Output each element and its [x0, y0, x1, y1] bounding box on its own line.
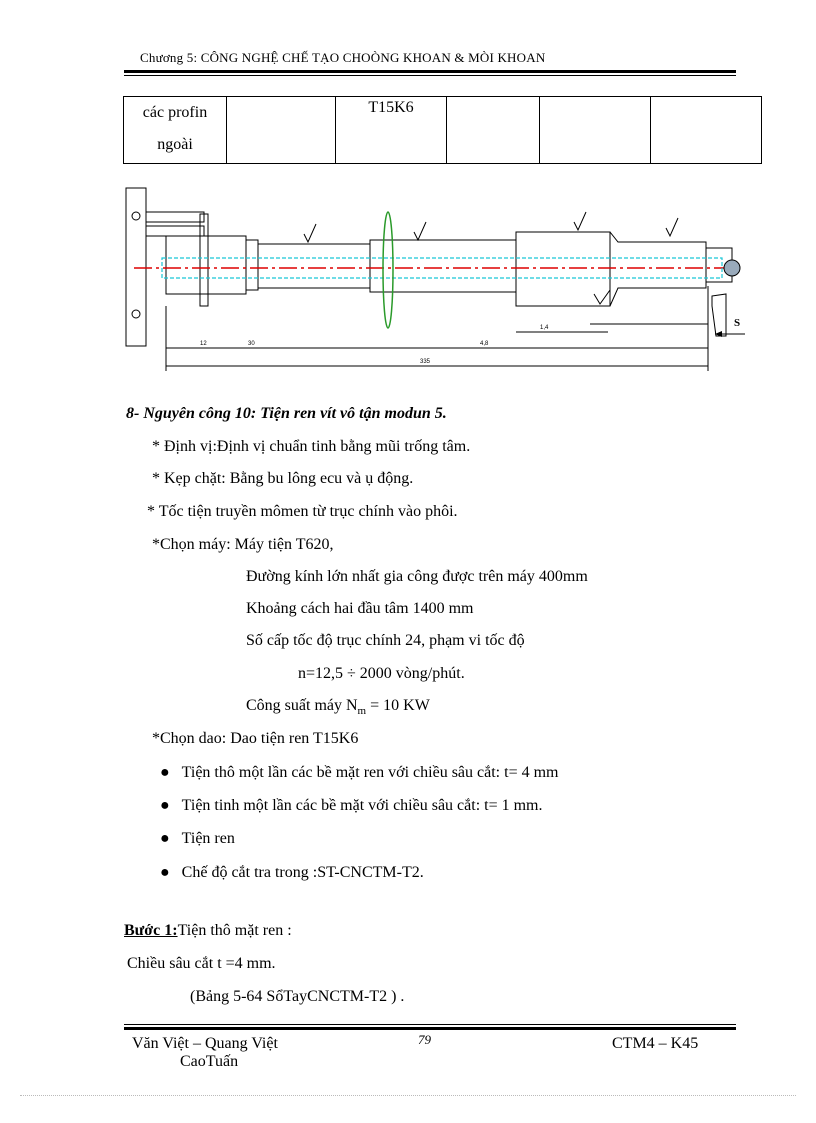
text-line: * Tốc tiện truyền mômen từ trục chính vào phôi. — [147, 503, 458, 520]
chuck-hole — [132, 212, 140, 220]
tool-line: *Chọn dao: Dao tiện ren T15K6 — [152, 730, 359, 747]
text-line: * Định vị:Định vị chuẩn tinh bằng mũi trống tâm. — [152, 438, 471, 455]
list-item: ● Tiện thô một lần các bề mặt ren với chiều sâu cắt: t= 4 mm — [160, 764, 559, 781]
footer-rule-thin — [124, 1024, 736, 1025]
cell-line: ngoài — [157, 136, 193, 153]
power-suffix: = 10 KW — [366, 697, 430, 714]
shaft-section — [516, 232, 610, 306]
tailstock-hatch — [724, 260, 740, 276]
text-line: Khoảng cách hai đầu tâm 1400 mm — [246, 600, 474, 617]
power-line — [246, 697, 430, 717]
shaft-section — [166, 236, 246, 294]
tool-code: T15K6 — [368, 99, 414, 116]
bullet-icon: ● — [160, 797, 170, 814]
header-rule-thick — [124, 70, 736, 73]
header-rule-thin — [124, 75, 736, 76]
dim-label: 1,4 — [540, 325, 549, 331]
shaft-section — [258, 244, 370, 288]
text-line: * Kẹp chặt: Bằng bu lông ecu và ụ động. — [152, 470, 414, 487]
table-cell — [227, 97, 336, 164]
dim-label: 4,8 — [480, 341, 489, 347]
carrier-arm — [146, 226, 204, 236]
list-item: ● Tiện ren — [160, 830, 235, 847]
chapter-title: Chương 5: CÔNG NGHỆ CHẾ TẠO CHOÒNG KHOAN & MÒI KHOAN — [140, 50, 546, 65]
chuck-hole — [132, 310, 140, 318]
text-line: Đường kính lớn nhất gia công được trên máy 400mm — [246, 568, 588, 585]
shaft-section — [246, 240, 258, 290]
step-title: Tiện thô mặt ren : — [177, 922, 292, 939]
cutting-tool — [712, 294, 726, 336]
bullet-icon: ● — [160, 864, 170, 881]
table-cell-tool — [336, 97, 447, 164]
dim-label: 12 — [200, 341, 207, 347]
shaft-taper — [610, 232, 706, 306]
power-prefix: Công suất máy N — [246, 697, 358, 714]
step-label: Bước 1: — [124, 922, 178, 939]
footer-rule-thick — [124, 1027, 736, 1030]
step-ref: (Bảng 5-64 SổTayCNCTM-T2 ) . — [190, 988, 405, 1005]
chapter-header — [140, 50, 545, 66]
text-line: Số cấp tốc độ trục chính 24, phạm vi tốc độ — [246, 632, 525, 649]
rotation-arrow-icon — [383, 212, 393, 328]
table-cell — [651, 97, 762, 164]
step-depth: Chiều sâu cắt t =4 mm. — [127, 955, 276, 972]
table-cell — [124, 97, 227, 164]
power-sub: m — [357, 705, 367, 718]
section-title: 8- Nguyên công 10: Tiện ren vít vô tận modun 5. — [126, 405, 447, 422]
bullet-icon: ● — [160, 830, 170, 847]
list-item: ● Tiện tinh một lần các bề mặt với chiều sâu cắt: t= 1 mm. — [160, 797, 543, 814]
page-number: 79 — [418, 1032, 431, 1047]
dim-total-label: 335 — [420, 359, 431, 365]
authors-line: Văn Việt – Quang Việt — [132, 1035, 278, 1052]
feed-label: S — [734, 317, 741, 329]
carrier-arm — [146, 212, 204, 222]
cell-line: các profin — [142, 104, 208, 121]
list-item: ● Chế độ cắt tra trong :ST-CNCTM-T2. — [160, 864, 424, 881]
footer-class: CTM4 – K45 — [612, 1035, 699, 1052]
text-line: *Chọn máy: Máy tiện T620, — [152, 536, 334, 553]
bullet-icon: ● — [160, 764, 170, 781]
spec-table — [123, 96, 762, 164]
table-row — [124, 97, 762, 164]
authors-line: CaoTuấn — [180, 1053, 239, 1070]
step-heading — [124, 922, 292, 940]
shaft-drawing — [120, 186, 750, 376]
table-cell — [447, 97, 540, 164]
table-cell — [540, 97, 651, 164]
page-bottom-rule — [20, 1095, 796, 1096]
footer-authors — [132, 1035, 278, 1071]
text-line: n=12,5 ÷ 2000 vòng/phút. — [298, 665, 465, 682]
dim-label: 30 — [248, 341, 255, 347]
